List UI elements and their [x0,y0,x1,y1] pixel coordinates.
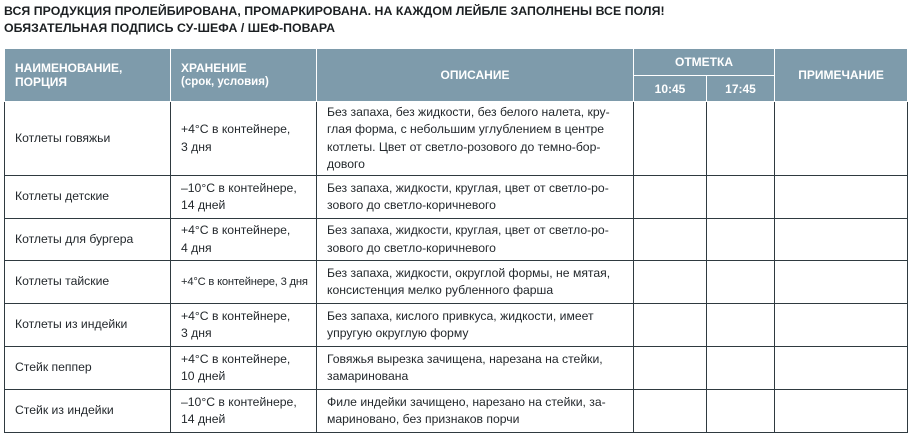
table-row [5,176,908,219]
storage-cell [171,390,317,433]
storage-line-2: 10 дней [181,369,226,383]
header-storage [171,49,317,102]
mark-cell-1045[interactable] [634,102,707,176]
table-row [5,390,908,433]
storage-cell [171,347,317,390]
storage-cell [171,261,317,304]
description-cell [317,102,634,176]
mark-cell-1045[interactable] [634,304,707,347]
description-line-1: Филе индейки зачищено, нарезано на стейки, за- [327,394,606,409]
note-cell[interactable] [775,347,908,390]
storage-cell [171,304,317,347]
header-time-1: 10:45 [634,76,707,102]
product-name: Котлеты тайские [5,261,171,304]
header-mark: ОТМЕТКА [634,49,775,76]
product-name: Котлеты для бургера [5,219,171,261]
mark-cell-1745[interactable] [707,304,775,347]
header-storage-line-1: ХРАНЕНИЕ [181,61,247,75]
product-name: Котлеты говяжьи [5,102,171,176]
description-cell [317,261,634,304]
description-cell [317,390,634,433]
mark-cell-1045[interactable] [634,176,707,219]
header-note: ПРИМЕЧАНИЕ [775,49,908,102]
note-cell[interactable] [775,176,908,219]
header-name-line-2: ПОРЦИЯ [15,75,67,89]
table-row [5,304,908,347]
description-line-2: зового до светло-коричневого [327,198,496,212]
storage-line-1: +4°C в контейнере, [181,122,291,136]
description-line-4: дового [327,157,365,171]
header-storage-line-2: (срок, условия) [181,76,269,88]
mark-cell-1045[interactable] [634,261,707,304]
description-cell [317,219,634,261]
table-row [5,347,908,390]
description-line-1: Без запаха, жидкости, круглая, цвет от светло-ро- [327,180,609,195]
product-name: Котлеты из индейки [5,304,171,347]
product-name: Стейк из индейки [5,390,171,433]
mark-cell-1045[interactable] [634,390,707,433]
description-line-2: зового до светло-коричневого [327,240,496,255]
heading-line-2: ОБЯЗАТЕЛЬНАЯ ПОДПИСЬ СУ-ШЕФА / ШЕФ-ПОВАРА [4,21,336,35]
description-line-2: глая форма, с небольшим углублением в центре [327,122,605,136]
description-line-1: Без запаха, жидкости, круглая, цвет от светло-ро- [327,223,609,237]
header-name [5,49,171,102]
header-name-line-1: НАИМЕНОВАНИЕ, [15,61,123,75]
description-line-2: замаринована [327,369,409,383]
table-row [5,219,908,261]
note-cell[interactable] [775,102,908,176]
description-cell [317,176,634,219]
storage-cell [171,176,317,219]
description-line-1: Без запаха, кислого привкуса, жидкости, имеет [327,308,594,323]
product-check-table [4,48,908,433]
table-row [5,102,908,176]
header-description: ОПИСАНИЕ [317,49,634,102]
table-row [5,261,908,304]
description-line-1: Говяжья вырезка зачищена, нарезана на стейки, [327,351,603,366]
mark-cell-1745[interactable] [707,176,775,219]
mark-cell-1045[interactable] [634,347,707,390]
product-name: Стейк пеппер [5,347,171,390]
storage-line-1: –10°C в контейнере, [181,394,297,409]
description-line-3: котлеты. Цвет от светло-розового до темно-бор- [327,139,601,154]
mark-cell-1045[interactable] [634,219,707,261]
description-line-1: Без запаха, без жидкости, без белого налета, кру- [327,104,610,119]
mark-cell-1745[interactable] [707,219,775,261]
storage-line-2: 3 дня [181,139,212,154]
note-cell[interactable] [775,390,908,433]
description-cell [317,304,634,347]
note-cell[interactable] [775,304,908,347]
storage-line-2: 3 дня [181,326,212,340]
storage-line-1: +4°C в контейнере, [181,308,291,323]
heading-line-1: ВСЯ ПРОДУКЦИЯ ПРОЛЕЙБИРОВАНА, ПРОМАРКИРОВАНА. НА КАЖДОМ ЛЕЙБЛЕ ЗАПОЛНЕНЫ ВСЕ ПОЛЯ! [4,4,665,18]
description-line-2: мариновано, без признаков порчи [327,412,520,426]
note-cell[interactable] [775,219,908,261]
mark-cell-1745[interactable] [707,261,775,304]
storage-line-1: –10°C в контейнере, [181,180,297,195]
page-heading [4,3,665,37]
description-cell [317,347,634,390]
storage-line-1: +4°C в контейнере, [181,351,291,366]
description-line-2: упругую округлую форму [327,326,469,340]
note-cell[interactable] [775,261,908,304]
storage-line-2: 14 дней [181,412,226,426]
description-line-1: Без запаха, жидкости, округлой формы, не мятая, [327,265,611,280]
mark-cell-1745[interactable] [707,102,775,176]
storage-line-1: +4°C в контейнере, [181,223,291,237]
storage-line-2: 14 дней [181,198,226,212]
storage-line-1: +4°C в контейнере, 3 дня [181,275,308,288]
storage-cell [171,102,317,176]
header-time-2: 17:45 [707,76,775,102]
storage-line-2: 4 дня [181,240,212,255]
product-name: Котлеты детские [5,176,171,219]
table-header-row [5,49,908,76]
description-line-2: консистенция мелко рубленного фарша [327,283,554,297]
mark-cell-1745[interactable] [707,390,775,433]
mark-cell-1745[interactable] [707,347,775,390]
storage-cell [171,219,317,261]
